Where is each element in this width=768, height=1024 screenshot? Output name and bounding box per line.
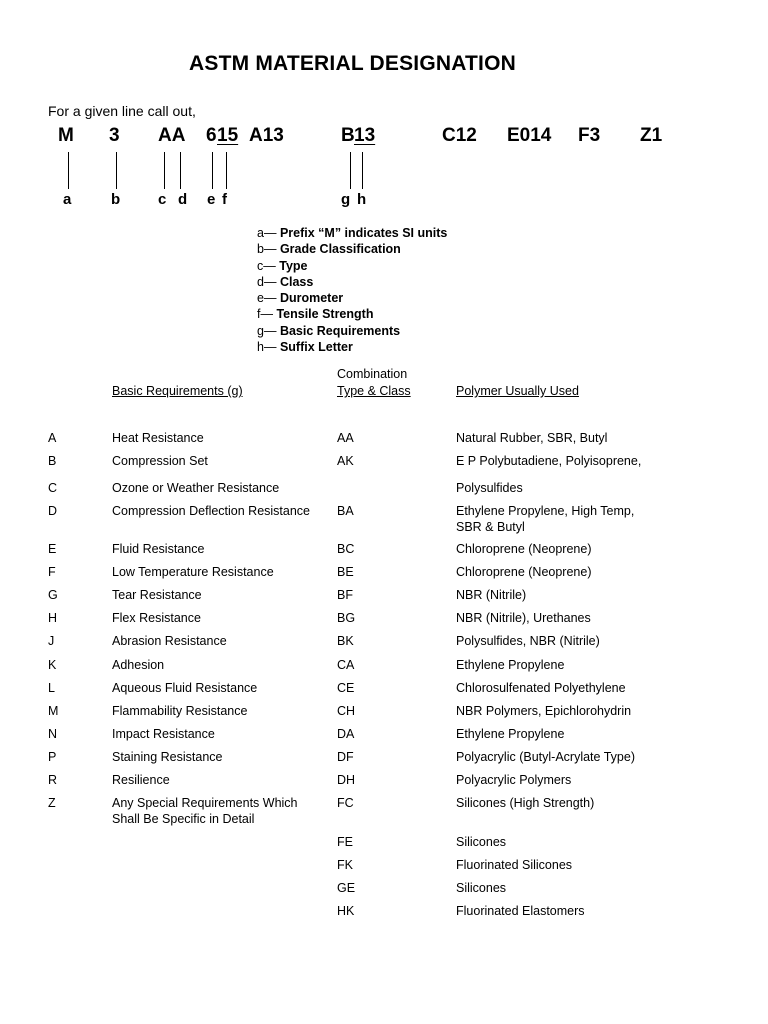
callout-e014: E014	[507, 125, 552, 146]
row-requirement: Compression Set	[112, 454, 208, 468]
marker-d: d	[178, 191, 188, 208]
connector-line-d	[180, 152, 181, 189]
legend-key: c—	[257, 258, 280, 273]
row-code: C	[48, 481, 58, 495]
legend-key: f—	[257, 307, 277, 322]
row-polymer: Chloroprene (Neoprene)	[456, 565, 592, 579]
callout-type-class: AA	[158, 125, 186, 146]
row-requirement: Low Temperature Resistance	[112, 565, 274, 579]
marker-h: h	[357, 191, 367, 208]
header-combination: Combination	[337, 367, 408, 381]
legend-text: Type	[279, 258, 308, 273]
connector-line-e	[212, 152, 213, 189]
row-code: K	[48, 658, 57, 672]
callout-f3: F3	[578, 125, 601, 146]
marker-a: a	[63, 191, 72, 208]
row-type-class: FK	[337, 858, 353, 872]
legend-item	[257, 241, 447, 257]
connector-line-g	[350, 152, 351, 189]
row-code: E	[48, 542, 57, 556]
callout-suffix: 13	[354, 125, 376, 146]
row-type-class: CH	[337, 704, 356, 718]
legend-text: Basic Requirements	[279, 323, 401, 338]
row-code: H	[48, 611, 58, 625]
row-code: G	[48, 588, 58, 602]
legend-key: d—	[257, 274, 280, 289]
row-polymer: Polysulfides	[456, 481, 523, 495]
legend-item	[257, 274, 447, 290]
row-polymer: NBR (Nitrile), Urethanes	[456, 611, 591, 625]
row-code: Z	[48, 796, 56, 810]
row-requirement: Flammability Resistance	[112, 704, 248, 718]
connector-line-f	[226, 152, 227, 189]
row-requirement: Flex Resistance	[112, 611, 201, 625]
legend-item	[257, 306, 447, 322]
legend-key: b—	[257, 242, 280, 257]
row-polymer-cont: SBR & Butyl	[456, 520, 525, 534]
marker-c: c	[158, 191, 167, 208]
callout-grade: 3	[109, 125, 120, 146]
row-polymer: Polyacrylic (Butyl-Acrylate Type)	[456, 750, 635, 764]
legend-text: Suffix Letter	[279, 340, 353, 355]
row-requirement: Any Special Requirements Which	[112, 796, 298, 810]
row-code: P	[48, 750, 57, 764]
row-polymer: Polyacrylic Polymers	[456, 773, 572, 787]
row-type-class: AA	[337, 431, 354, 445]
row-code: J	[48, 634, 55, 648]
legend-item	[257, 339, 447, 355]
row-code: F	[48, 565, 56, 579]
marker-b: b	[111, 191, 121, 208]
legend	[257, 225, 447, 355]
marker-g: g	[341, 191, 351, 208]
row-code: D	[48, 504, 58, 518]
row-polymer: Polysulfides, NBR (Nitrile)	[456, 634, 600, 648]
row-type-class: CA	[337, 658, 355, 672]
legend-text: Tensile Strength	[276, 307, 374, 322]
row-requirement: Heat Resistance	[112, 431, 204, 445]
callout-z1: Z1	[640, 125, 663, 146]
row-requirement: Compression Deflection Resistance	[112, 504, 311, 518]
row-type-class: GE	[337, 881, 356, 895]
legend-item	[257, 323, 447, 339]
row-requirement: Staining Resistance	[112, 750, 223, 764]
row-type-class: HK	[337, 904, 355, 918]
row-polymer: Ethylene Propylene	[456, 658, 565, 672]
row-code: R	[48, 773, 58, 787]
row-type-class: FC	[337, 796, 354, 810]
row-type-class: BA	[337, 504, 354, 518]
row-type-class: BE	[337, 565, 354, 579]
row-polymer: Fluorinated Elastomers	[456, 904, 585, 918]
row-code: B	[48, 454, 57, 468]
callout-b: B	[341, 125, 355, 146]
legend-item	[257, 258, 447, 274]
row-type-class: AK	[337, 454, 354, 468]
row-polymer: Chloroprene (Neoprene)	[456, 542, 592, 556]
row-polymer: E P Polybutadiene, Polyisoprene,	[456, 454, 642, 468]
row-polymer: Ethylene Propylene, High Temp,	[456, 504, 635, 518]
connector-line-c	[164, 152, 165, 189]
row-polymer: Silicones	[456, 835, 507, 849]
row-requirement: Adhesion	[112, 658, 165, 672]
connector-line-b	[116, 152, 117, 189]
row-code: N	[48, 727, 58, 741]
legend-key: a—	[257, 226, 280, 240]
connector-line-a	[68, 152, 69, 189]
row-requirement: Abrasion Resistance	[112, 634, 227, 648]
row-requirement: Aqueous Fluid Resistance	[112, 681, 258, 695]
row-type-class: BF	[337, 588, 353, 602]
row-code: L	[48, 681, 55, 695]
row-code: M	[48, 704, 59, 718]
row-polymer: NBR Polymers, Epichlorohydrin	[456, 704, 632, 718]
intro-text: For a given line call out,	[48, 103, 196, 119]
row-polymer: Natural Rubber, SBR, Butyl	[456, 431, 608, 445]
marker-e: e	[207, 191, 216, 208]
legend-key: h—	[257, 340, 280, 355]
callout-a13: A13	[249, 125, 284, 146]
row-type-class: BG	[337, 611, 356, 625]
row-requirement: Resilience	[112, 773, 170, 787]
legend-key: g—	[257, 323, 280, 338]
legend-item	[257, 225, 447, 241]
legend-text: Class	[279, 274, 314, 289]
row-requirement-cont: Shall Be Specific in Detail	[112, 812, 255, 826]
row-type-class: DF	[337, 750, 354, 764]
header-type-class: Type & Class	[337, 384, 411, 398]
legend-key: e—	[257, 291, 280, 306]
row-polymer: Chlorosulfenated Polyethylene	[456, 681, 626, 695]
callout-durometer: 6	[206, 125, 217, 146]
row-requirement: Fluid Resistance	[112, 542, 205, 556]
callout-c12: C12	[442, 125, 477, 146]
row-polymer: Ethylene Propylene	[456, 727, 565, 741]
legend-text: Grade Classification	[279, 242, 401, 257]
callout-prefix: M	[58, 125, 74, 146]
row-requirement: Tear Resistance	[112, 588, 202, 602]
header-polymer: Polymer Usually Used	[456, 384, 579, 398]
row-type-class: CE	[337, 681, 355, 695]
row-type-class: DH	[337, 773, 356, 787]
row-code: A	[48, 431, 57, 445]
header-basic-requirements: Basic Requirements (g)	[112, 384, 243, 398]
marker-f: f	[222, 191, 227, 208]
row-type-class: BC	[337, 542, 355, 556]
row-type-class: FE	[337, 835, 353, 849]
page-title: ASTM MATERIAL DESIGNATION	[189, 52, 516, 75]
row-polymer: Silicones (High Strength)	[456, 796, 595, 810]
legend-text: Prefix “M” indicates SI units	[279, 226, 448, 240]
row-polymer: Fluorinated Silicones	[456, 858, 573, 872]
legend-text: Durometer	[279, 291, 344, 306]
row-type-class: BK	[337, 634, 354, 648]
row-requirement: Impact Resistance	[112, 727, 215, 741]
row-requirement: Ozone or Weather Resistance	[112, 481, 280, 495]
legend-item	[257, 290, 447, 306]
callout-tensile: 15	[217, 125, 239, 146]
row-polymer: NBR (Nitrile)	[456, 588, 527, 602]
connector-line-h	[362, 152, 363, 189]
row-type-class: DA	[337, 727, 355, 741]
row-polymer: Silicones	[456, 881, 507, 895]
